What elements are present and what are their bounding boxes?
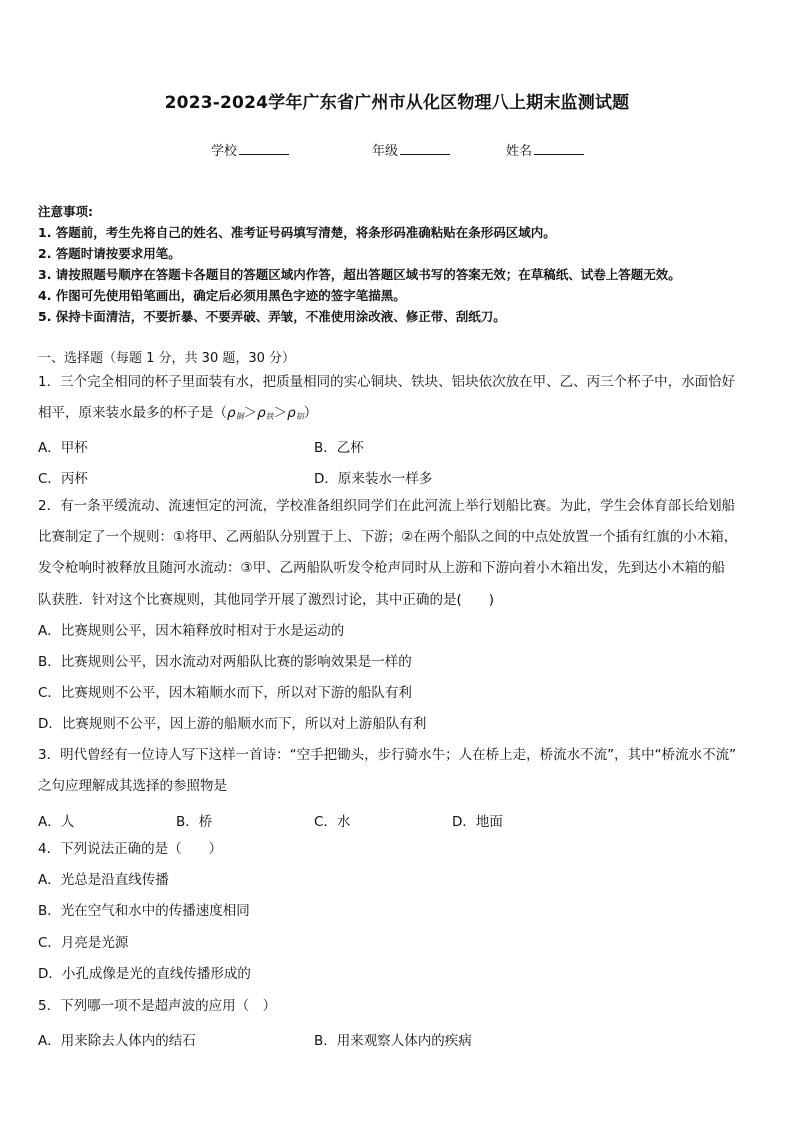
school-label: 学校 bbox=[211, 144, 238, 159]
notice-item: 3. 请按照题号顺序在答题卡各题目的答题区域内作答，超出答题区域书写的答案无效；在草稿纸、试卷上答题无效。 bbox=[38, 267, 681, 282]
q4-option: C．月亮是光源 bbox=[38, 934, 129, 951]
q3-option: D．地面 bbox=[452, 814, 503, 830]
school-field bbox=[211, 140, 289, 159]
notice-item: 1. 答题前，考生先将自己的姓名、准考证号码填写清楚，将条形码准确粘贴在条形码区域内。 bbox=[38, 225, 556, 240]
q3-option: C．水 bbox=[314, 814, 351, 830]
q4-option: B．光在空气和水中的传播速度相同 bbox=[38, 903, 250, 920]
grade-blank bbox=[400, 141, 450, 155]
q2-option: C．比赛规则不公平，因木箱顺水而下，所以对下游的船队有利 bbox=[38, 685, 412, 702]
question-3 bbox=[38, 740, 760, 802]
q5-stem: 5．下列哪一项不是超声波的应用（ ） bbox=[38, 998, 277, 1014]
grade-label: 年级 bbox=[372, 144, 399, 159]
q1-option: B．乙杯 bbox=[314, 440, 364, 456]
q2-option: B．比赛规则公平，因水流动对两船队比赛的影响效果是一样的 bbox=[38, 654, 412, 671]
q1-stem-line: 1．三个完全相同的杯子里面装有水，把质量相同的实心铜块、铁块、铝块依次放在甲、乙、丙三个杯子中，水面恰好 bbox=[38, 374, 736, 390]
name-blank bbox=[534, 141, 584, 155]
exam-title: 2023-2024学年广东省广州市从化区物理八上期末监测试题 bbox=[164, 93, 630, 113]
notice-item: 5. 保持卡面清洁，不要折暴、不要弄破、弄皱，不准使用涂改液、修正带、刮纸刀。 bbox=[38, 309, 506, 324]
grade-field bbox=[372, 140, 450, 159]
q1-option: A．甲杯 bbox=[38, 440, 88, 456]
q2-stem-line: 2．有一条平缓流动、流速恒定的河流，学校准备组织同学们在此河流上举行划船比赛。为此，学生会体育部长给划船 bbox=[38, 498, 736, 514]
q2-stem-line: 发令枪响时被释放且随河水流动：③甲、乙两船队听发令枪声同时从上游和下游向着小木箱出发，先到达小木箱的船 bbox=[38, 560, 726, 577]
name-field bbox=[506, 140, 584, 159]
school-blank bbox=[239, 141, 289, 155]
question-5 bbox=[38, 991, 760, 1022]
notice-heading: 注意事项: bbox=[38, 204, 93, 219]
q3-stem-line: 之句应理解成其选择的参照物是 bbox=[38, 778, 227, 795]
q2-option: D．比赛规则不公平，因上游的船顺水而下，所以对上游船队有利 bbox=[38, 716, 427, 733]
q2-stem-line: 队获胜．针对这个比赛规则，其他同学开展了激烈讨论，其中正确的是( ) bbox=[38, 591, 495, 608]
q3-option: A．人 bbox=[38, 814, 75, 830]
q4-stem: 4．下列说法正确的是（ ） bbox=[38, 841, 223, 857]
q5-option: B．用来观察人体内的疾病 bbox=[314, 1033, 472, 1049]
question-2 bbox=[38, 491, 760, 741]
q2-stem-line: 比赛制定了一个规则：①将甲、乙两船队分别置于上、下游；②在两个船队之间的中点处放置一个插有红旗的小木箱， bbox=[38, 529, 738, 546]
name-label: 姓名 bbox=[506, 144, 533, 159]
q1-option: C．丙杯 bbox=[38, 471, 88, 487]
q2-option: A．比赛规则公平，因木箱释放时相对于水是运动的 bbox=[38, 622, 345, 639]
q4-option: D．小孔成像是光的直线传播形成的 bbox=[38, 965, 251, 982]
question-1 bbox=[38, 367, 760, 432]
q5-option: A．用来除去人体内的结石 bbox=[38, 1033, 196, 1049]
section-heading: 一、选择题（每题 1 分，共 30 题，30 分） bbox=[38, 351, 296, 366]
q3-option: B．桥 bbox=[176, 814, 213, 830]
q3-stem-line: 3．明代曾经有一位诗人写下这样一首诗：“空手把锄头，步行骑水牛；人在桥上走，桥流水不流”，其中“桥流水不流” bbox=[38, 747, 737, 763]
question-4 bbox=[38, 834, 760, 990]
notice-item: 2. 答题时请按要求用笔。 bbox=[38, 246, 181, 261]
q4-option: A．光总是沿直线传播 bbox=[38, 872, 169, 889]
notice-item: 4. 作图可先使用铅笔画出，确定后必须用黑色字迹的签字笔描黑。 bbox=[38, 288, 406, 303]
notice-block bbox=[38, 201, 768, 327]
q1-option: D．原来装水一样多 bbox=[314, 471, 433, 487]
q1-stem-line: 相平，原来装水最多的杯子是$(\rho_铜>\rho_铁>\rho_铝)$ bbox=[38, 405, 318, 422]
